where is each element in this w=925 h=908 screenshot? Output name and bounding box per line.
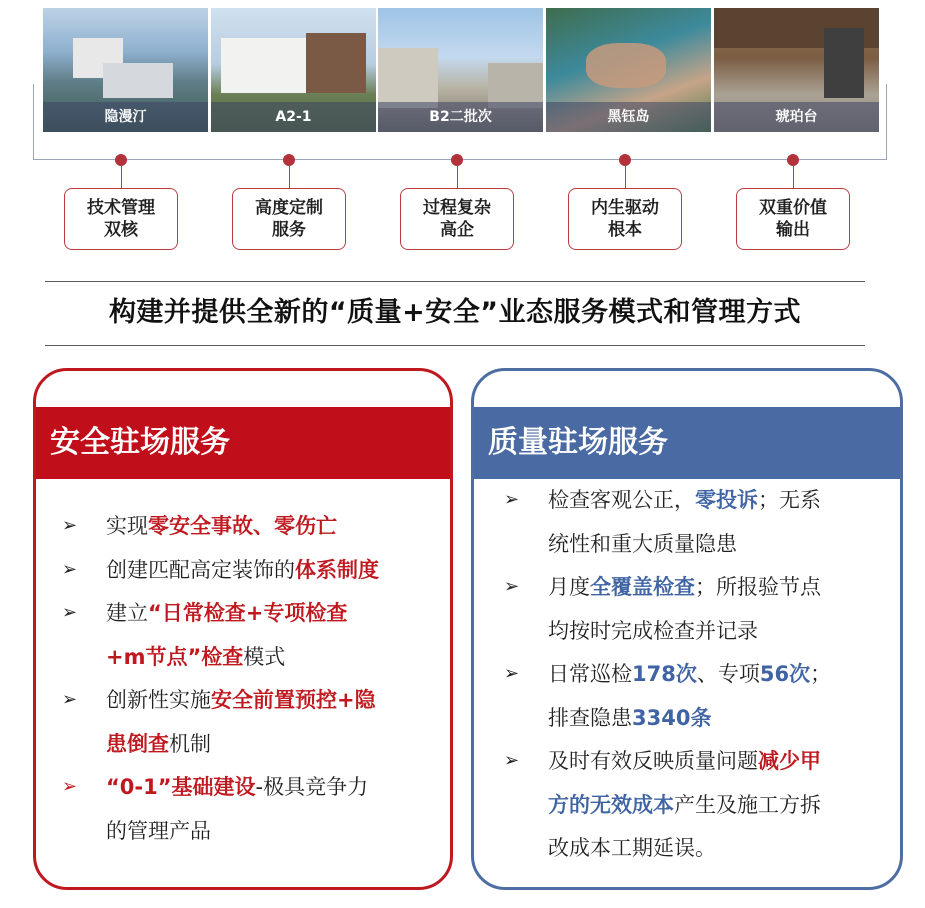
timeline-dot	[787, 154, 799, 166]
highlight-text: “日常检查+专项检查	[148, 601, 348, 625]
bullet-text: 改成本工期延误。	[548, 836, 716, 860]
bullet-text: 的管理产品	[106, 818, 211, 843]
bullet-arrow-icon: ➢	[62, 515, 78, 536]
bullet-line	[548, 566, 821, 609]
service-tag: 高度定制 服务	[232, 188, 346, 250]
timeline-dot	[451, 154, 463, 166]
bullet-line	[548, 697, 711, 740]
highlight-text: “0-1”基础建设	[106, 775, 256, 799]
bullet-text: 模式	[243, 644, 286, 669]
bullet-line	[106, 810, 211, 853]
timeline-stem	[793, 166, 794, 188]
project-photo-strip	[43, 8, 881, 132]
highlight-text: 178次	[632, 662, 697, 686]
timeline-stem	[457, 166, 458, 188]
headline-bottom-rule	[45, 345, 865, 346]
bullet-line	[106, 723, 211, 766]
highlight-text: 全覆盖检查	[590, 575, 695, 599]
highlight-text: 56次	[759, 662, 811, 686]
bullet-line	[106, 766, 368, 809]
bullet-line	[106, 636, 285, 679]
project-caption: 隐漫汀	[43, 102, 208, 132]
bullet-text: 统性和重大质量隐患	[548, 531, 737, 556]
quality-service-panel	[471, 368, 903, 890]
quality-panel-title: 质量驻场服务	[474, 407, 900, 479]
project-caption: B2二批次	[378, 102, 543, 132]
service-tag: 内生驱动 根本	[568, 188, 682, 250]
timeline-stem	[625, 166, 626, 188]
bullet-arrow-icon: ➢	[504, 663, 520, 684]
highlight-text: +m节点”检查	[106, 644, 244, 669]
bullet-line	[106, 679, 376, 722]
bullet-text: ；无系	[758, 488, 821, 512]
highlight-text: 方的无效成本	[548, 792, 674, 817]
project-caption: 琥珀台	[714, 102, 879, 132]
bullet-arrow-icon: ➢	[504, 750, 520, 771]
highlight-text: 患倒查	[106, 731, 169, 756]
bullet-text: 、专项	[696, 662, 760, 686]
timeline-stem	[121, 166, 122, 188]
bullet-text: 创建匹配高定装饰的	[106, 557, 295, 582]
project-photo	[378, 8, 543, 132]
bullet-arrow-icon: ➢	[62, 776, 78, 797]
headline: 构建并提供全新的“质量+安全”业态服务模式和管理方式	[108, 297, 802, 328]
highlight-text: 零安全事故、零伤亡	[148, 514, 337, 538]
highlight-text: 安全前置预控+隐	[211, 688, 376, 712]
bullet-text: 实现	[106, 514, 148, 538]
bullet-line	[548, 827, 716, 870]
bullet-text: 月度	[548, 575, 590, 599]
highlight-text: 3340条	[632, 705, 712, 730]
bullet-line	[106, 505, 337, 548]
bullet-text: 产生及施工方拆	[674, 792, 821, 817]
timeline-stem	[289, 166, 290, 188]
bullet-line	[548, 610, 758, 653]
highlight-text: 体系制度	[295, 557, 379, 582]
project-photo	[43, 8, 208, 132]
bullet-text: 及时有效反映质量问题	[548, 749, 758, 773]
bullet-line	[548, 784, 821, 827]
bullet-arrow-icon: ➢	[504, 576, 520, 597]
bullet-arrow-icon: ➢	[62, 558, 78, 580]
service-tag: 过程复杂 高企	[400, 188, 514, 250]
bullet-text: 建立	[106, 601, 148, 625]
project-photo	[714, 8, 879, 132]
timeline-dot	[619, 154, 631, 166]
highlight-text: 零投诉	[695, 488, 758, 512]
service-tag: 双重价值 输出	[736, 188, 850, 250]
safety-panel-title: 安全驻场服务	[36, 407, 450, 479]
bullet-text: 创新性实施	[106, 688, 211, 712]
bullet-text: 日常巡检	[548, 662, 632, 686]
bullet-text: 排查隐患	[548, 705, 632, 730]
bullet-arrow-icon: ➢	[504, 489, 520, 510]
bullet-text: 检查客观公正，	[548, 488, 695, 512]
project-caption: A2-1	[211, 102, 376, 132]
project-caption: 黑钰岛	[546, 102, 711, 132]
safety-service-panel	[33, 368, 453, 890]
bullet-arrow-icon: ➢	[62, 602, 78, 623]
project-photo	[211, 8, 376, 132]
bullet-text: -极具竞争力	[255, 775, 369, 799]
bullet-line	[548, 740, 821, 783]
timeline-dot	[283, 154, 295, 166]
bullet-text: 均按时完成检查并记录	[548, 618, 758, 643]
bullet-line	[106, 592, 347, 635]
bullet-line	[548, 523, 737, 566]
bullet-line	[106, 549, 379, 592]
service-tag: 技术管理 双核	[64, 188, 178, 250]
highlight-text: 减少甲	[758, 749, 821, 773]
bullet-text: 机制	[169, 731, 211, 756]
bullet-text: ；所报验节点	[695, 575, 821, 599]
bullet-line	[548, 479, 821, 522]
project-photo	[546, 8, 711, 132]
timeline-dot	[115, 154, 127, 166]
bullet-line	[548, 653, 831, 696]
bullet-text: ；	[810, 662, 832, 686]
bullet-arrow-icon: ➢	[62, 689, 78, 710]
